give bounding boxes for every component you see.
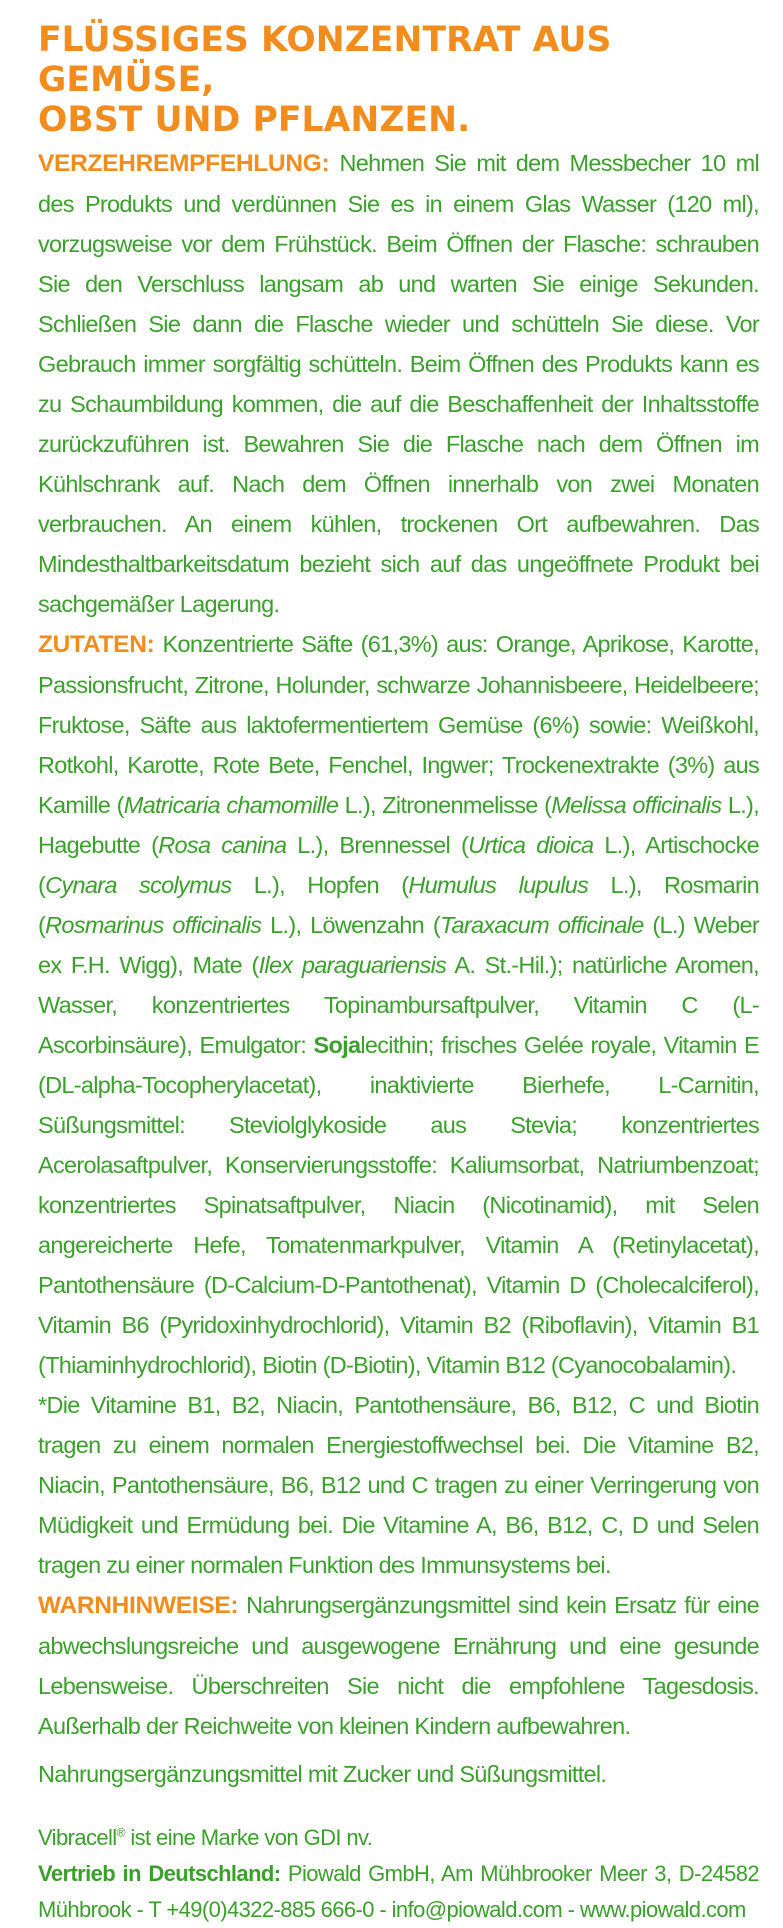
ingredients-text: L.), Zitronenmelisse ( [338,792,552,818]
warnings-section [38,1585,759,1746]
sugar-sweetener-note: Nahrungsergänzungsmittel mit Zucker und Süßungsmittel. [38,1761,607,1787]
latin-name: Rosmarinus officinalis [45,912,262,938]
ingredients-text: Konzentrierte Säfte (61,3%) aus: Orange, Aprikose, Karotte, Passionsfrucht, Zitrone, Holunder, schwarze Johannisbeere, Heidelbeere; Fruktose, Säfte aus laktofermentiertem Gemüse (6%) sowie: Weißkohl, Rotkohl, Karotte, Rote Bete, Fenchel, Ingwer; Trockenextrakte (3%) aus Kamille ( [38,631,759,818]
usage-section [38,143,759,624]
allergen-highlight: Soja [313,1032,361,1058]
registered-mark: ® [116,1825,125,1840]
latin-name: Humulus lupulus [408,872,589,898]
ingredients-text: A. St.-Hil.); natürliche Aromen, Wasser, konzentriertes Topinambursaftpulver, Vitamin C (L-Ascorbinsäure), Emulgator: [38,952,759,1058]
distribution-info [38,1856,759,1928]
brand-name: Vibracell [38,1825,117,1850]
latin-name: Matricaria chamomille [123,792,339,818]
latin-name: Ilex paraguariensis [258,952,447,978]
usage-heading: VERZEHREMPFEHLUNG: [38,150,330,177]
trademark-text: ist eine Marke von GDI nv. [124,1825,373,1850]
distribution-text: Piowald GmbH, Am Mühbrooker Meer 3, D-24582 Mühbrook - T +49(0)4322-885 666-0 - info@piowald.com - www.piowald.com [38,1861,759,1922]
product-title [38,20,759,140]
warnings-text: Nahrungsergänzungsmittel sind kein Ersatz für eine abwechslungsreiche und ausgewogene Ernährung und eine gesunde Lebensweise. Überschreiten Sie nicht die empfohlene Tagesdosis. Außerhalb der Reichweite von kleinen Kindern aufbewahren. [38,1592,759,1739]
latin-name: Rosa canina [158,832,287,858]
distribution-label: Vertrieb in Deutschland: [38,1861,281,1886]
ingredients-text: lecithin; frisches Gelée royale, Vitamin E (DL-alpha-Tocopherylacetat), inaktivierte Bierhefe, L-Carnitin, Süßungsmittel: Steviolglykoside aus Stevia; konzentriertes Acerolasaftpulver, Konservierungsstoffe: Kaliumsorbat, Natriumbenzoat; konzentriertes Spinatsaftpulver, Niacin (Nicotinamid), mit Selen angereicherte Hefe, Tomatenmarkpulver, Vitamin A (Retinylacetat), Pantothensäure (D-Calcium-D-Pantothenat), Vitamin D (Cholecalciferol), Vitamin B6 (Pyridoxinhydrochlorid), Vitamin B2 (Riboflavin), Vitamin B1 (Thiaminhydrochlorid), Biotin (D-Biotin), Vitamin B12 (Cyanocobalamin). [38,1032,759,1378]
trademark-line [38,1820,759,1856]
ingredients-text: L.), Löwenzahn ( [261,912,440,938]
latin-name: Taraxacum officinale [439,912,644,938]
ingredients-text: L.), Brennessel ( [286,832,469,858]
health-claims-note: *Die Vitamine B1, B2, Niacin, Pantothensäure, B6, B12, C und Biotin tragen zu einem normalen Energiestoffwechsel bei. Die Vitamine B2, Niacin, Pantothensäure, B6, B12 und C tragen zu einer Verringerung von Müdigkeit und Ermüdung bei. Die Vitamine A, B6, B12, C, D und Selen tragen zu einer normalen Funktion des Immunsystems bei. [38,1392,759,1578]
ingredients-section [38,624,759,1385]
latin-name: Cynara scolymus [45,872,232,898]
latin-name: Melissa officinalis [551,792,722,818]
title-line-1: FLÜSSIGES KONZENTRAT AUS GEMÜSE, [38,20,612,100]
ingredients-text: L.), Hopfen ( [231,872,409,898]
warnings-heading: WARNHINWEISE: [38,1592,239,1619]
ingredients-heading: ZUTATEN: [38,631,155,658]
ingredients-text: L.), Artischocke ( [38,832,759,898]
ingredients-text: L.), Hagebutte ( [38,792,759,858]
ingredients-text: L.), Rosmarin ( [38,872,759,938]
latin-name: Urtica dioica [468,832,594,858]
usage-text: Nehmen Sie mit dem Messbecher 10 ml des Produkts und verdünnen Sie es in einem Glas Wasser (120 ml), vorzugsweise vor dem Frühstück. Beim Öffnen der Flasche: schrauben Sie den Verschluss langsam ab und warten Sie einige Sekunden. Schließen Sie dann die Flasche wieder und schütteln Sie diese. Vor Gebrauch immer sorgfältig schütteln. Beim Öffnen des Produkts kann es zu Schaumbildung kommen, die auf die Beschaffenheit der Inhaltsstoffe zurückzuführen ist. Bewahren Sie die Flasche nach dem Öffnen im Kühlschrank auf. Nach dem Öffnen innerhalb von zwei Monaten verbrauchen. An einem kühlen, trockenen Ort aufbewahren. Das Mindesthaltbarkeitsdatum bezieht sich auf das ungeöffnete Produkt bei sachgemäßer Lagerung. [38,150,759,617]
title-line-2: OBST UND PFLANZEN. [38,100,471,140]
ingredients-text: (L.) Weber ex F.H. Wigg), Mate ( [38,912,759,978]
footer [38,1820,759,1928]
